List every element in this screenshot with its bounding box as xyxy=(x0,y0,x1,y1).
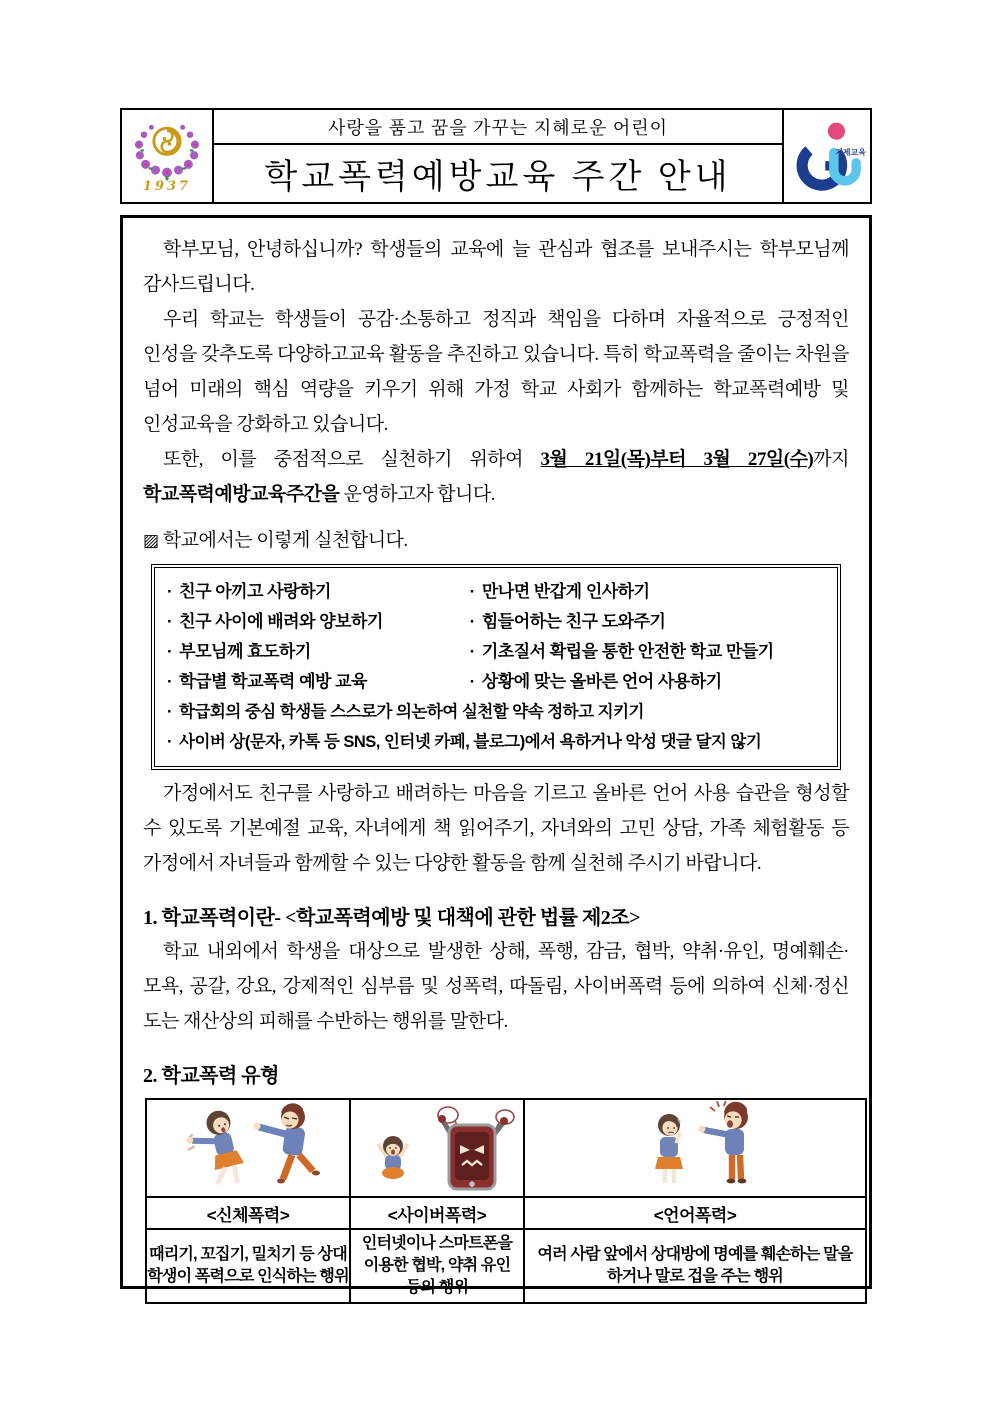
square-marker-icon: ▨ xyxy=(143,531,159,550)
practice-item: · 기초질서 확립을 통한 안전한 학교 만들기 xyxy=(469,642,774,661)
school-emblem-icon xyxy=(130,119,204,185)
event-period: 3월 21일(목)부터 3월 27일(수) xyxy=(540,449,814,470)
type-desc-verbal: 여러 사람 앞에서 상대방에 명예를 훼손하는 말을 하거나 말로 겁을 주는 행위 xyxy=(524,1229,866,1303)
section1-title: 1. 학교폭력이란- <학교폭력예방 및 대책에 관한 법률 제2조> xyxy=(143,907,640,929)
announcement-text: 까지 xyxy=(813,449,849,470)
practice-row xyxy=(167,577,825,607)
table-label-row xyxy=(146,1197,866,1229)
notice-sheet xyxy=(120,0,872,1296)
bullet-icon: · xyxy=(469,672,475,691)
practice-item: · 부모님께 효도하기 xyxy=(167,642,311,661)
pushing-students-illustration xyxy=(153,1101,343,1191)
bullet-icon: · xyxy=(167,612,173,631)
type-desc-physical: 때리기, 꼬집기, 밀치기 등 상대 학생이 폭력으로 인식하는 행위 xyxy=(146,1229,350,1303)
bullet-icon: · xyxy=(167,672,173,691)
founding-year: 1937 xyxy=(142,178,192,194)
type-label-physical: <신체폭력> xyxy=(146,1197,350,1229)
page-title: 학교폭력예방교육 주간 안내 xyxy=(264,159,732,196)
bullet-icon: · xyxy=(167,582,173,601)
physical-violence-image-cell xyxy=(146,1099,350,1197)
notice-body xyxy=(120,215,872,1296)
logo-label: 거제교육 xyxy=(835,148,866,157)
announcement-text: 또한, 이를 중점적으로 실천하기 위하여 xyxy=(163,449,541,470)
cyber-violence-image-cell xyxy=(350,1099,524,1197)
week-announcement-paragraph xyxy=(143,442,849,512)
practice-list-box xyxy=(151,564,841,770)
header-center xyxy=(214,110,782,202)
document-header xyxy=(120,108,872,204)
type-desc-cyber: 인터넷이나 스마트폰을 이용한 협박, 약취 유인 등의 행위 xyxy=(350,1229,524,1303)
practice-item: · 친구 아끼고 사랑하기 xyxy=(167,582,331,601)
announcement-text: 운영하고자 합니다. xyxy=(339,484,495,505)
bullet-icon: · xyxy=(469,582,475,601)
event-name: 학교폭력예방교육주간을 xyxy=(143,484,340,505)
family-request-paragraph: 가정에서도 친구를 사랑하고 배려하는 마음을 기르고 올바른 언어 사용 습관을 형성할 수 있도록 기본예절 교육, 자녀에게 책 읽어주기, 자녀와의 고민 상담, 가족 체험활동 등 가정에서 자녀들과 함께할 수 있는 다양한 활동을 함께 실천해 주시기 바랍니다. xyxy=(143,783,849,874)
practice-item: · 학급별 학교폭력 예방 교육 xyxy=(167,672,367,691)
verbal-violence-image-cell xyxy=(524,1099,866,1197)
bullet-icon: · xyxy=(469,612,475,631)
table-description-row xyxy=(146,1229,866,1303)
bullet-icon: · xyxy=(167,703,172,721)
bullet-icon: · xyxy=(167,642,173,661)
practice-row xyxy=(167,667,825,697)
practice-item: · 상황에 맞는 올바른 언어 사용하기 xyxy=(469,672,722,691)
school-slogan: 사랑을 품고 꿈을 가꾸는 지혜로운 어린이 xyxy=(214,110,782,145)
type-label-verbal: <언어폭력> xyxy=(524,1197,866,1229)
practice-heading-label: 학교에서는 이렇게 실천합니다. xyxy=(162,530,408,551)
violence-types-table xyxy=(145,1098,867,1304)
practice-row xyxy=(167,637,825,667)
practice-item: · 사이버 상(문자, 카톡 등 SNS, 인터넷 카페, 블로그)에서 욕하거나 악성 댓글 달지 않기 xyxy=(167,733,762,751)
smartphone-monster-illustration xyxy=(355,1101,520,1191)
section2-title: 2. 학교폭력 유형 xyxy=(143,1065,279,1087)
bullet-icon: · xyxy=(469,642,475,661)
table-image-row xyxy=(146,1099,866,1197)
school-emblem xyxy=(122,110,214,202)
type-label-cyber: <사이버폭력> xyxy=(350,1197,524,1229)
shouting-student-illustration xyxy=(595,1101,795,1191)
practice-row xyxy=(167,607,825,637)
practice-item: · 학급회의 중심 학생들 스스로가 의논하여 실천할 약속 정하고 지키기 xyxy=(167,703,644,721)
practice-heading xyxy=(143,524,849,558)
section1-body: 학교 내외에서 학생을 대상으로 발생한 상해, 폭행, 감금, 협박, 약취·유인, 명예훼손·모욕, 공갈, 강요, 강제적인 심부름 및 성폭력, 따돌림, 사이버폭력 등에 의하여 신체·정신 도는 재산상의 피해를 수반하는 행위를 말한다. xyxy=(143,941,849,1032)
school-policy-paragraph: 우리 학교는 학생들이 공감·소통하고 정직과 책임을 다하며 자율적으로 긍정적인 인성을 갖추도록 다양하고교육 활동을 추진하고 있습니다. 특히 학교폭력을 줄이는 차원을 넘어 미래의 핵심 역량을 키우기 위해 가정 학교 사회가 함께하는 학교폭력예방 및 인성교육을 강화하고 있습니다. xyxy=(143,309,849,435)
practice-item: · 만나면 반갑게 인사하기 xyxy=(469,582,650,601)
practice-item: · 친구 사이에 배려와 양보하기 xyxy=(167,612,383,631)
greeting-paragraph: 학부모님, 안녕하십니까? 학생들의 교육에 늘 관심과 협조를 보내주시는 학부모님께 감사드립니다. xyxy=(143,239,849,295)
bullet-icon: · xyxy=(167,733,172,751)
education-office-logo xyxy=(782,110,870,202)
practice-item: · 힘들어하는 친구 도와주기 xyxy=(469,612,666,631)
